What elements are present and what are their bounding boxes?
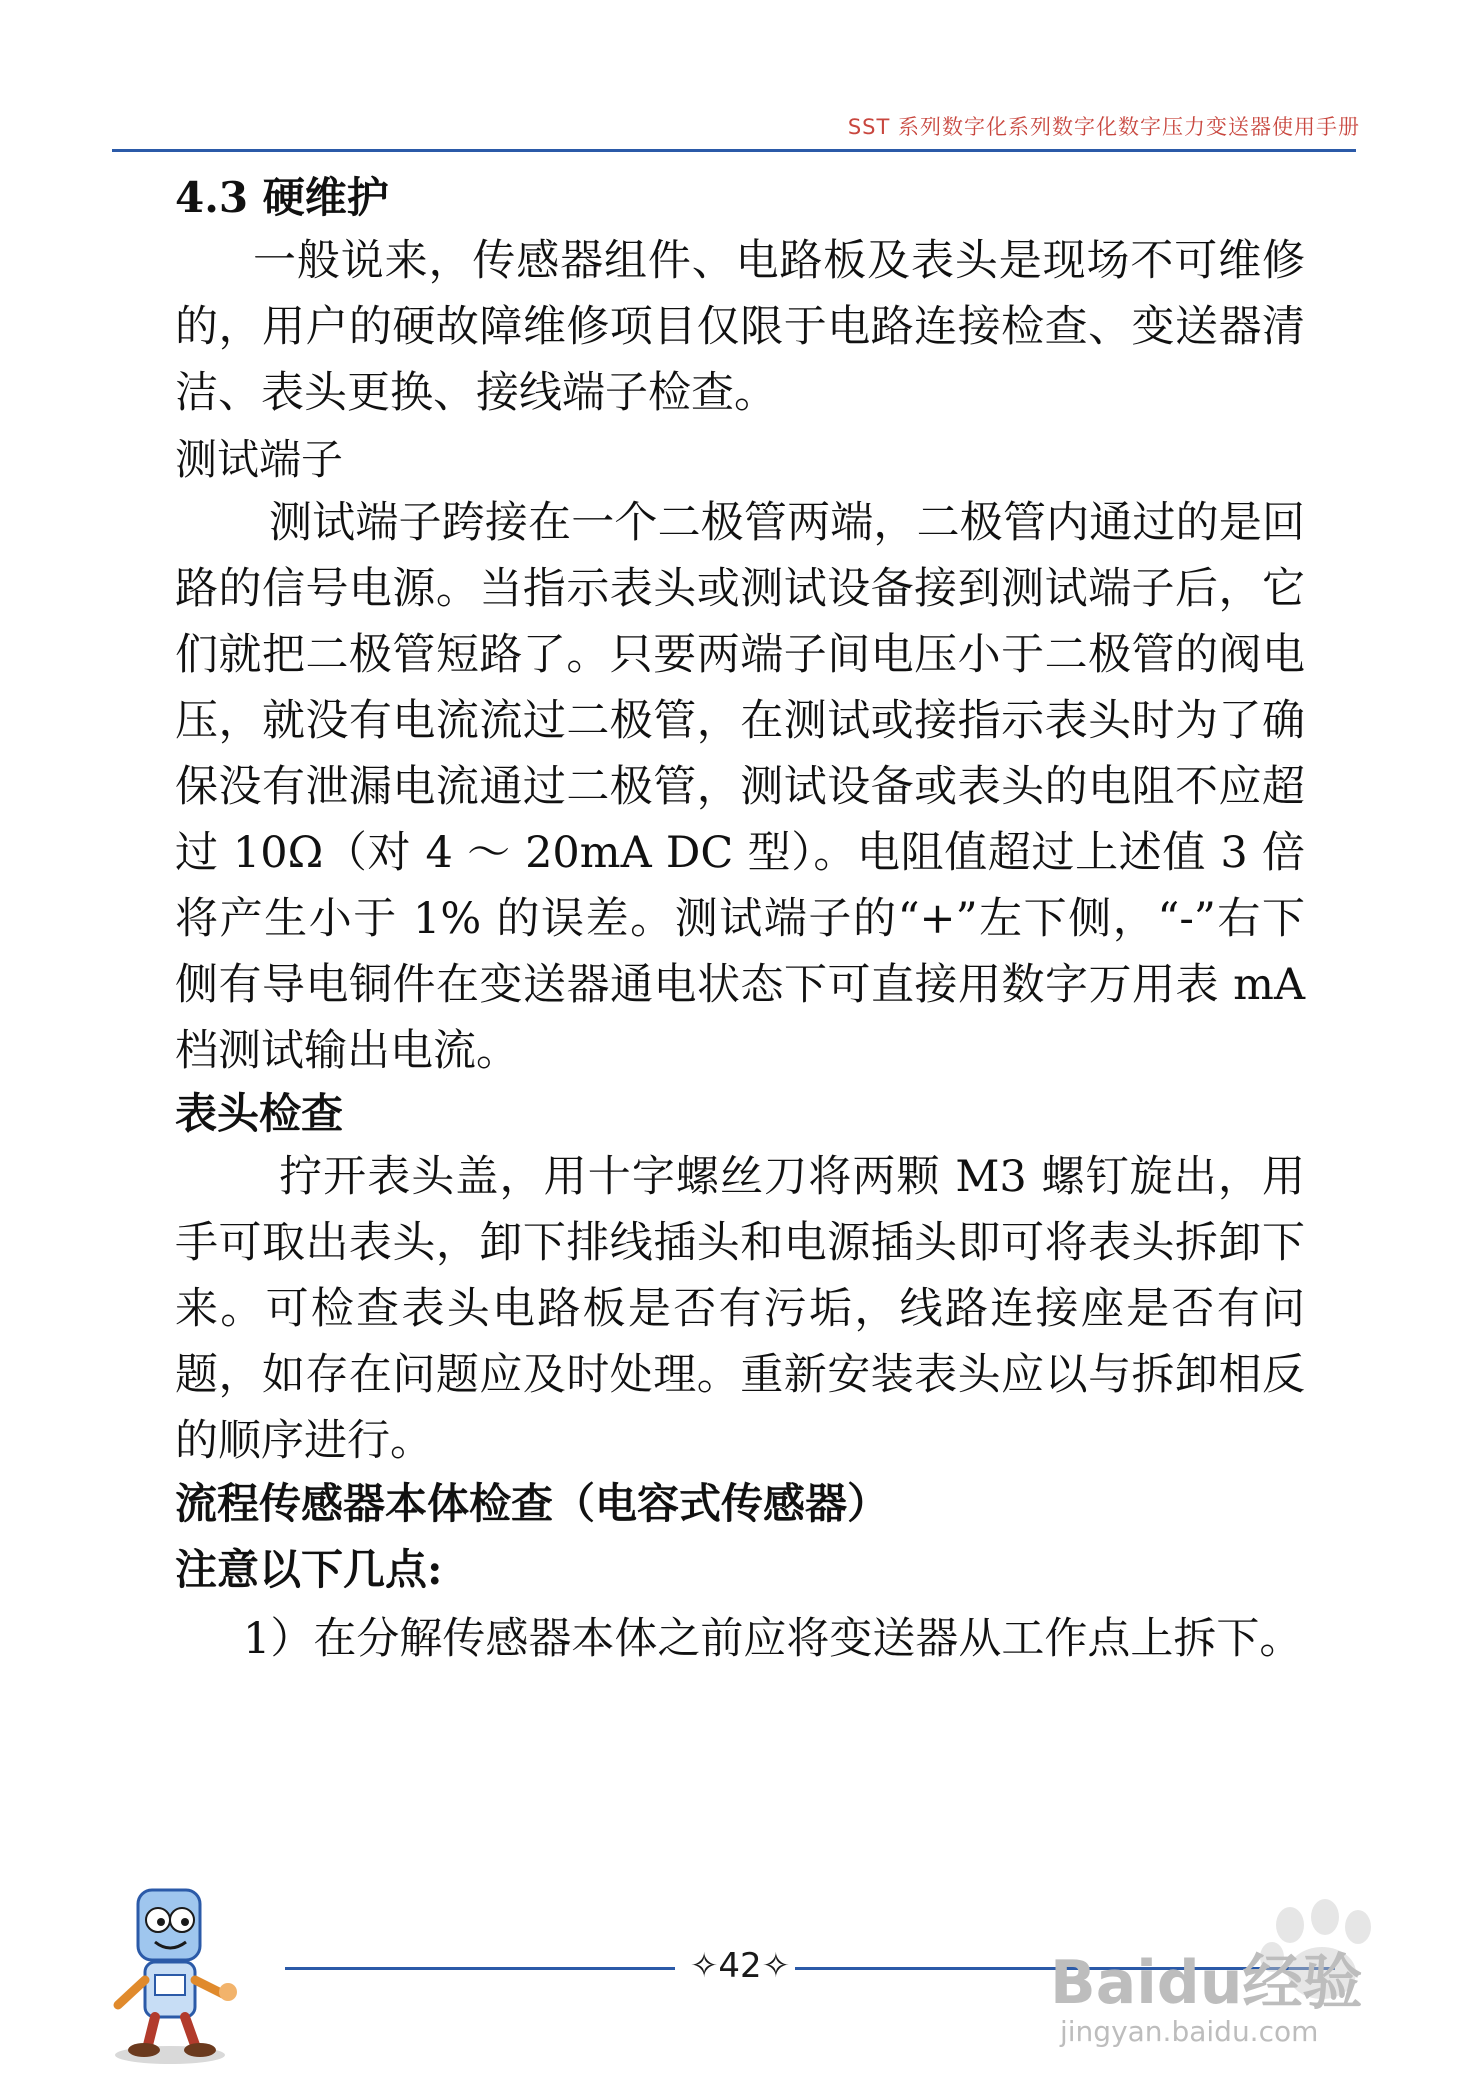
- header-rule: [112, 149, 1356, 152]
- page-number: ✧42✧: [689, 1946, 791, 1986]
- watermark-text: Baidu经验: [1050, 1948, 1363, 2018]
- test-terminal-title: 测试端子: [175, 435, 344, 484]
- meter-check-paragraph: 拧开表头盖，用十字螺丝刀将两颗 M3 螺钉旋出，用手可取出表头，卸下排线插头和电源插头即可将表头拆卸下来。可检查表头电路板是否有污垢，线路连接座是否有问题，如存在问题应及时处理。重新安装表头应以与拆卸相反的顺序进行。: [175, 1152, 1305, 1466]
- footer-rule-left: [285, 1967, 675, 1970]
- mascot-icon: [100, 1880, 250, 2070]
- meter-check-title: 表头检查: [175, 1089, 344, 1138]
- section-heading: 4.3 硬维护: [175, 173, 389, 222]
- header-title: SST 系列数字化系列数字化数字压力变送器使用手册: [847, 115, 1360, 139]
- page-content: [175, 168, 1305, 1672]
- intro-paragraph: 一般说来，传感器组件、电路板及表头是现场不可维修的，用户的硬故障维修项目仅限于电路连接检查、变送器清洁、表头更换、接线端子检查。: [175, 236, 1305, 418]
- test-terminal-paragraph: 测试端子跨接在一个二极管两端，二极管内通过的是回路的信号电源。当指示表头或测试设备接到测试端子后，它们就把二极管短路了。只要两端子间电压小于二极管的阀电压，就没有电流流过二极管，在测试或接指示表头时为了确保没有泄漏电流通过二极管，测试设备或表头的电阻不应超过 10Ω（对 4 ～ 20mA DC 型）。电阻值超过上述值 3 倍将产生小于 1% 的误差。测试端子的“+”左下侧，“-”右下侧有导电铜件在变送器通电状态下可直接用数字万用表 mA 档测试输出电流。: [175, 498, 1305, 1076]
- watermark-url: jingyan.baidu.com: [1060, 2015, 1319, 2048]
- sensor-check-item-1: 1）在分解传感器本体之前应将变送器从工作点上拆下。: [243, 1614, 1303, 1664]
- sensor-check-title: 流程传感器本体检查（电容式传感器）: [175, 1479, 890, 1528]
- sensor-check-note: 注意以下几点:: [175, 1545, 443, 1594]
